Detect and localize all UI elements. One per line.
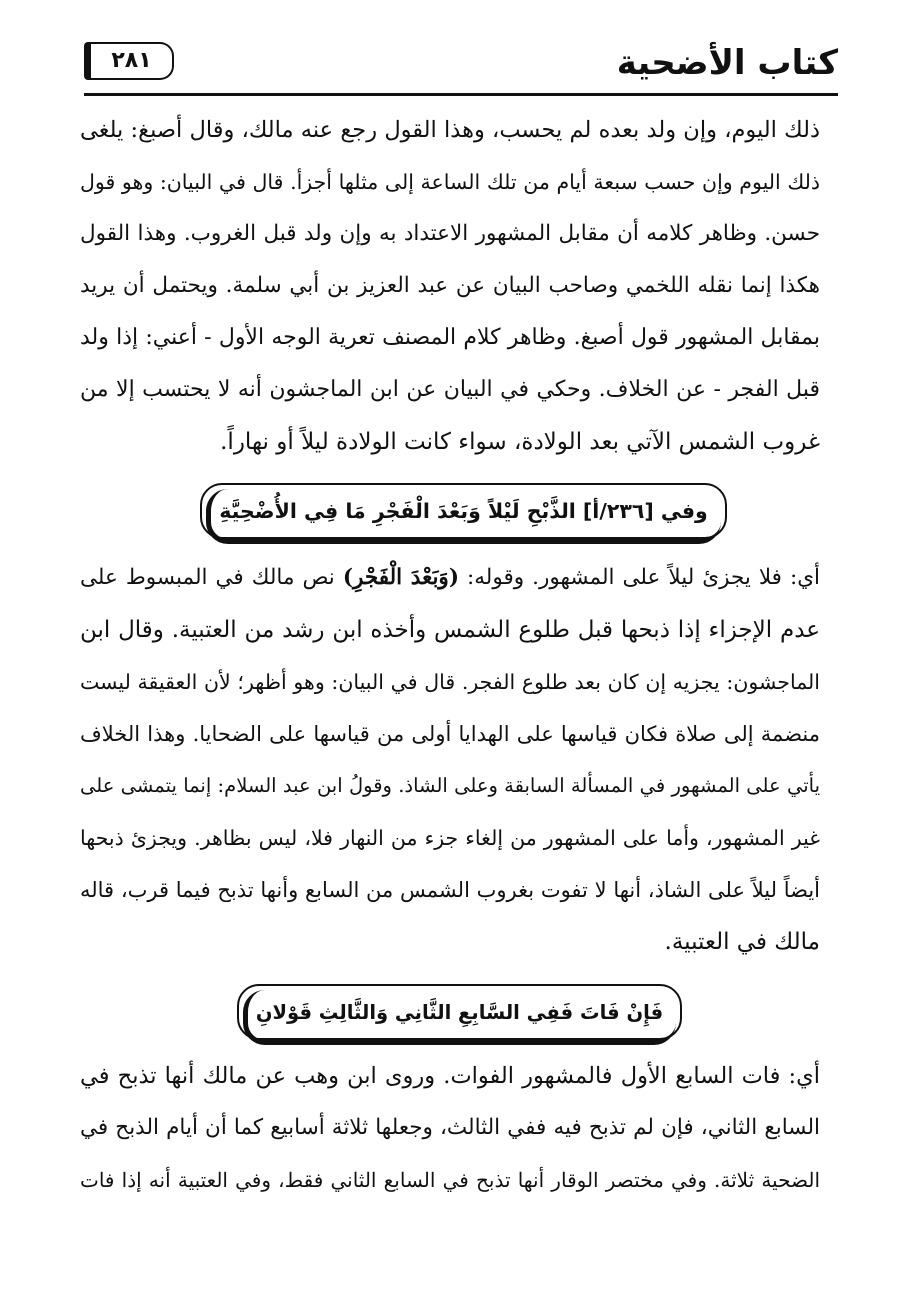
page-header — [84, 40, 838, 92]
section-heading-text: فَإِنْ فَاتَ فَفِي السَّابِعِ الثَّانِي وَالثَّالِثِ قَوْلانِ — [255, 1000, 664, 1024]
section-heading-1 — [200, 483, 727, 539]
text-line: أي: فات السابع الأول فالمشهور الفوات. وروى ابن وهب عن مالك أنها تذبح في — [80, 1063, 820, 1089]
text-line: ذلك اليوم، وإن ولد بعده لم يحسب، وهذا القول رجع عنه مالك، وقال أصبغ: يلغى — [80, 117, 820, 143]
text-line: بمقابل المشهور قول أصبغ. وظاهر كلام المصنف تعرية الوجه الأول - أعني: إذا ولد — [80, 325, 820, 350]
text-line: السابع الثاني، فإن لم تذبح فيه ففي الثالث، وجعلها ثلاثة أسابيع كما أن أيام الذبح في — [80, 1115, 820, 1140]
text-line: مالك في العتبية. — [664, 929, 820, 955]
header-rule — [84, 93, 838, 96]
text-segment: أي: فلا يجزئ ليلاً على المشهور. وقوله: — [459, 565, 820, 590]
text-line: الضحية ثلاثة. وفي مختصر الوقار أنها تذبح في السابع الثاني فقط، وفي العتبية أنه إذا فات — [80, 1168, 820, 1192]
text-line — [80, 552, 820, 604]
text-line: أيضاً ليلاً على الشاذ، أنها لا تفوت بغروب الشمس من السابع وأنها تذبح فيما قرب، قاله — [80, 878, 820, 902]
text-line: هكذا إنما نقله اللخمي وصاحب البيان عن عبد العزيز بن أبي سلمة. ويحتمل أن يريد — [80, 273, 820, 298]
text-segment: نص مالك في المبسوط على — [80, 565, 343, 590]
text-line: ذلك اليوم وإن حسب سبعة أيام من تلك الساعة إلى مثلها أجزأ. قال في البيان: وهو قول — [80, 170, 820, 194]
text-line: منضمة إلى صلاة فكان قياسها على الهدايا أولى من قياسها على الضحايا. وهذا الخلاف — [80, 722, 820, 746]
text-line: غير المشهور، وأما على المشهور من إلغاء جزء من النهار فلا، ليس بظاهر. ويجزئ ذبحها — [80, 826, 820, 850]
text-line: حسن. وظاهر كلامه أن مقابل المشهور الاعتداد به وإن ولد قبل الغروب. وهذا القول — [80, 221, 820, 246]
page-number: ٢٨١ — [111, 48, 152, 73]
text-line: الماجشون: يجزيه إن كان بعد طلوع الفجر. قال في البيان: وهو أظهر؛ لأن العقيقة ليست — [80, 670, 820, 694]
page-number-frame — [84, 42, 174, 80]
book-title: كتاب الأضحية — [616, 43, 838, 83]
text-line: يأتي على المشهور في المسألة السابقة وعلى الشاذ. وقولُ ابن عبد السلام: إنما يتمشى على — [80, 774, 820, 797]
paragraph-block-3 — [80, 1050, 820, 1206]
text-line: غروب الشمس الآتي بعد الولادة، سواء كانت الولادة ليلاً أو نهاراً. — [220, 429, 820, 455]
quoted-phrase: (وَبَعْدَ الْفَجْرِ) — [342, 565, 459, 590]
section-heading-text: وفي [٢٣٦/أ] الذَّبْحِ لَيْلاً وَبَعْدَ الْفَجْرِ مَا فِي الأُضْحِيَّةِ — [219, 499, 708, 523]
paragraph-block-2 — [80, 552, 820, 968]
text-line: قبل الفجر - عن الخلاف. وحكي في البيان عن ابن الماجشون أنه لا يحتسب إلا من — [80, 377, 820, 402]
paragraph-block-1 — [80, 104, 820, 468]
section-heading-2 — [237, 984, 682, 1040]
text-line: عدم الإجزاء إذا ذبحها قبل طلوع الشمس وأخذه ابن رشد من العتبية. وقال ابن — [80, 617, 820, 643]
